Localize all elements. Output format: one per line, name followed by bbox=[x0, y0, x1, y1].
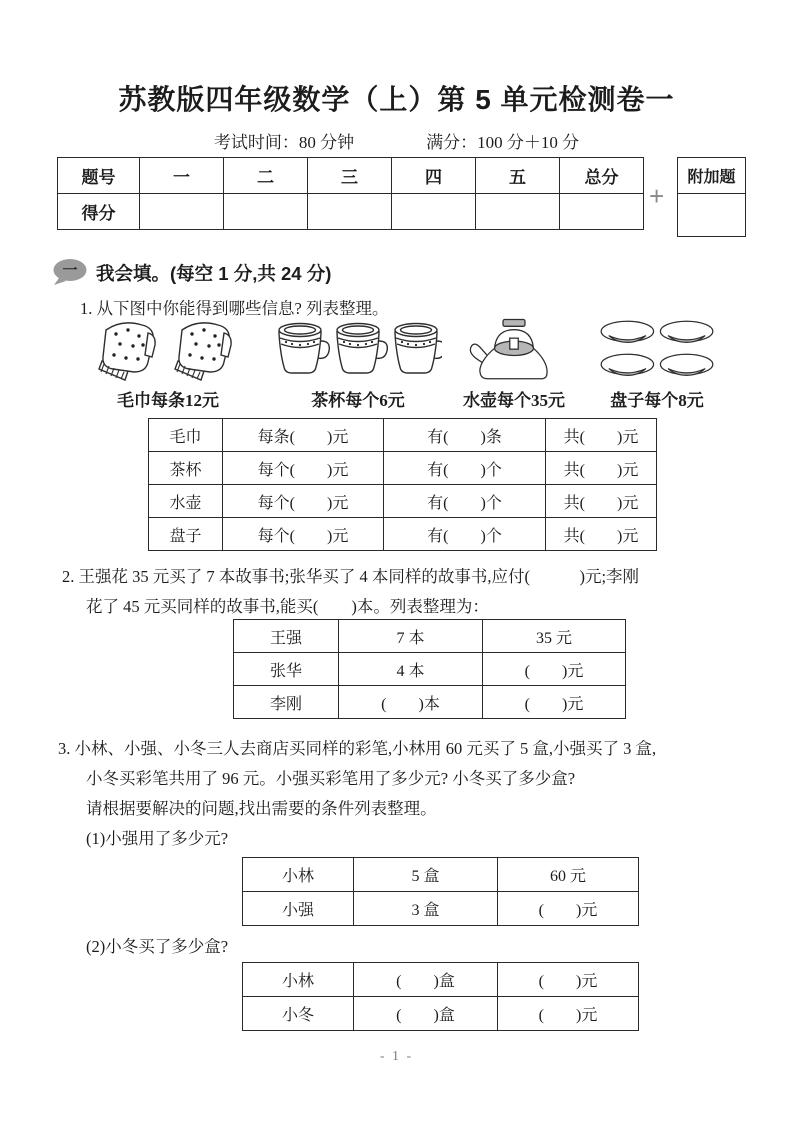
amount-cell: 35 元 bbox=[483, 620, 626, 653]
quantity-cell: 有( )个 bbox=[384, 485, 546, 518]
towel-caption: 毛巾每条12元 bbox=[117, 391, 219, 410]
question-1-text: 1. 从下图中你能得到哪些信息? 列表整理。 bbox=[80, 299, 389, 318]
total-cell: 共( )元 bbox=[546, 419, 657, 452]
quantity-cell: 5 盒 bbox=[354, 858, 498, 892]
kettle-caption: 水壶每个35元 bbox=[463, 391, 565, 410]
bonus-blank-cell bbox=[678, 194, 746, 237]
question-1-table bbox=[148, 418, 657, 551]
question-3-table-2 bbox=[242, 962, 639, 1031]
question-3-text-line3: 请根据要解决的问题,找出需要的条件列表整理。 bbox=[86, 799, 437, 818]
quantity-cell: 7 本 bbox=[339, 620, 483, 653]
score-header-cell: 总分 bbox=[560, 158, 644, 194]
plate-icon bbox=[587, 317, 727, 383]
quantity-cell: 有( )个 bbox=[384, 518, 546, 551]
person-name-cell: 李刚 bbox=[234, 686, 339, 719]
score-blank-cell bbox=[560, 194, 644, 230]
table-row bbox=[234, 653, 626, 686]
quantity-cell: 有( )条 bbox=[384, 419, 546, 452]
kettle-illustration-group bbox=[438, 317, 590, 411]
score-header-cell: 题号 bbox=[58, 158, 140, 194]
bonus-header-row bbox=[678, 158, 746, 194]
total-cell: 共( )元 bbox=[546, 452, 657, 485]
score-table bbox=[57, 157, 644, 230]
item-name-cell: 盘子 bbox=[149, 518, 223, 551]
towel-illustration-group bbox=[86, 317, 250, 411]
person-name-cell: 小强 bbox=[243, 892, 354, 926]
amount-cell: ( )元 bbox=[483, 686, 626, 719]
question-3-text-line2: 小冬买彩笔共用了 96 元。小强买彩笔用了多少元? 小冬买了多少盒? bbox=[86, 769, 576, 788]
total-cell: 共( )元 bbox=[546, 518, 657, 551]
score-blank-cell bbox=[308, 194, 392, 230]
unit-price-cell: 每个( )元 bbox=[223, 518, 384, 551]
teacup-icon bbox=[274, 317, 442, 383]
table-row bbox=[243, 963, 639, 997]
kettle-icon bbox=[457, 317, 571, 383]
table-row bbox=[149, 419, 657, 452]
score-header-cell: 二 bbox=[224, 158, 308, 194]
table-row bbox=[243, 858, 639, 892]
item-name-cell: 水壶 bbox=[149, 485, 223, 518]
table-row bbox=[149, 452, 657, 485]
score-blank-cell bbox=[476, 194, 560, 230]
page-number: - 1 - bbox=[379, 1049, 414, 1064]
table-row bbox=[149, 485, 657, 518]
person-name-cell: 张华 bbox=[234, 653, 339, 686]
score-blank-cell bbox=[140, 194, 224, 230]
amount-cell: ( )元 bbox=[498, 997, 639, 1031]
exam-time-label: 考试时间：80 分钟 bbox=[213, 133, 355, 152]
score-label-cell: 得分 bbox=[58, 194, 140, 230]
plate-illustration-group bbox=[586, 317, 728, 411]
amount-cell: ( )元 bbox=[498, 963, 639, 997]
item-name-cell: 毛巾 bbox=[149, 419, 223, 452]
person-name-cell: 小林 bbox=[243, 858, 354, 892]
unit-price-cell: 每条( )元 bbox=[223, 419, 384, 452]
teacup-caption: 茶杯每个6元 bbox=[311, 391, 405, 410]
amount-cell: ( )元 bbox=[483, 653, 626, 686]
plate-caption: 盘子每个8元 bbox=[610, 391, 704, 410]
score-header-cell: 四 bbox=[392, 158, 476, 194]
bonus-score-table bbox=[677, 157, 746, 237]
question-3-table-1 bbox=[242, 857, 639, 926]
item-name-cell: 茶杯 bbox=[149, 452, 223, 485]
question-3-subquestion-2: (2)小冬买了多少盒? bbox=[86, 937, 229, 956]
table-row bbox=[149, 518, 657, 551]
person-name-cell: 小冬 bbox=[243, 997, 354, 1031]
question-3-subquestion-1: (1)小强用了多少元? bbox=[86, 829, 229, 848]
quantity-cell: ( )盒 bbox=[354, 997, 498, 1031]
total-cell: 共( )元 bbox=[546, 485, 657, 518]
score-blank-cell bbox=[392, 194, 476, 230]
amount-cell: 60 元 bbox=[498, 858, 639, 892]
table-row bbox=[243, 892, 639, 926]
plus-sign: + bbox=[649, 181, 665, 211]
section-one-title: 我会填。(每空 1 分,共 24 分) bbox=[96, 263, 332, 284]
bonus-label-cell: 附加题 bbox=[678, 158, 746, 194]
quantity-cell: ( )盒 bbox=[354, 963, 498, 997]
score-value-row bbox=[58, 194, 644, 230]
person-name-cell: 小林 bbox=[243, 963, 354, 997]
question-2-text-line2: 花了 45 元买同样的故事书,能买( )本。列表整理为： bbox=[86, 597, 489, 616]
full-score-label: 满分：100 分＋10 分 bbox=[426, 133, 580, 152]
teacup-illustration-group bbox=[276, 317, 440, 411]
page-title: 苏教版四年级数学（上）第 5 单元检测卷一 bbox=[118, 84, 675, 115]
person-name-cell: 王强 bbox=[234, 620, 339, 653]
score-header-row bbox=[58, 158, 644, 194]
section-one-badge-number: 一 bbox=[62, 262, 78, 279]
exam-info bbox=[0, 128, 793, 153]
amount-cell: ( )元 bbox=[498, 892, 639, 926]
question-3-text-line1: 3. 小林、小强、小冬三人去商店买同样的彩笔,小林用 60 元买了 5 盒,小强买了 3 盒, bbox=[58, 739, 657, 758]
quantity-cell: ( )本 bbox=[339, 686, 483, 719]
quantity-cell: 有( )个 bbox=[384, 452, 546, 485]
quantity-cell: 4 本 bbox=[339, 653, 483, 686]
towel-icon bbox=[92, 317, 244, 383]
unit-price-cell: 每个( )元 bbox=[223, 485, 384, 518]
quantity-cell: 3 盒 bbox=[354, 892, 498, 926]
table-row bbox=[243, 997, 639, 1031]
question-2-table bbox=[233, 619, 626, 719]
question-2-text-line1: 2. 王强花 35 元买了 7 本故事书;张华买了 4 本同样的故事书,应付( )元;李刚 bbox=[62, 567, 640, 586]
score-header-cell: 一 bbox=[140, 158, 224, 194]
bonus-value-row bbox=[678, 194, 746, 237]
score-header-cell: 五 bbox=[476, 158, 560, 194]
unit-price-cell: 每个( )元 bbox=[223, 452, 384, 485]
section-one-badge-icon bbox=[52, 257, 90, 287]
score-header-cell: 三 bbox=[308, 158, 392, 194]
table-row bbox=[234, 686, 626, 719]
score-blank-cell bbox=[224, 194, 308, 230]
table-row bbox=[234, 620, 626, 653]
